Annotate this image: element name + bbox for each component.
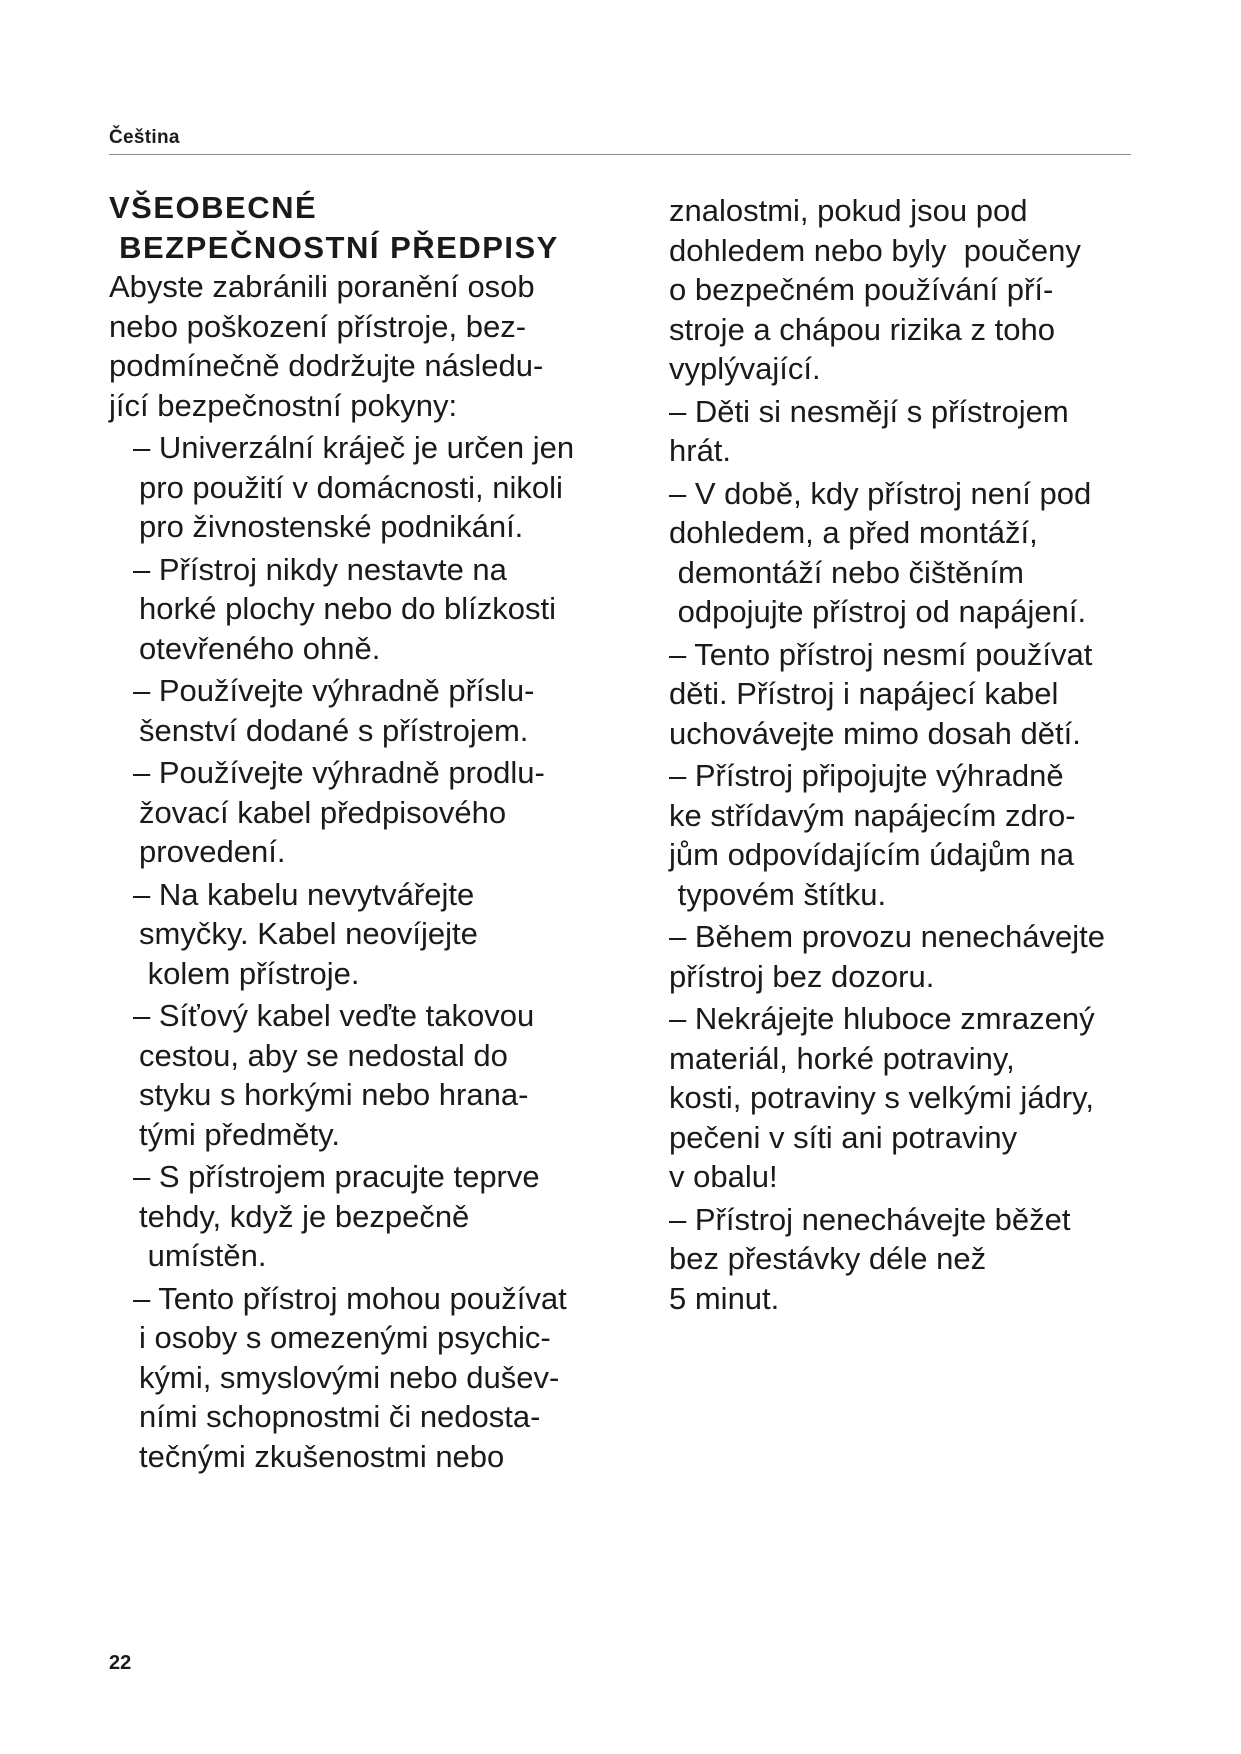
safety-list-line: styku s horkými nebo hrana- [139, 1077, 529, 1112]
safety-list-item [109, 753, 629, 872]
safety-list-line: – S přístrojem pracujte teprve [133, 1159, 540, 1194]
safety-list-line: – Univerzální kráječ je určen jen [133, 430, 575, 465]
safety-list-item [669, 1200, 1149, 1319]
safety-list-line: provedení. [139, 834, 286, 869]
header-divider [109, 154, 1131, 155]
safety-list-line: tehdy, když je bezpečně [139, 1198, 470, 1234]
safety-list-line: děti. Přístroj i napájecí kabel [669, 676, 1059, 711]
right-safety-list [669, 191, 1149, 1318]
page-number: 22 [109, 1652, 132, 1674]
safety-list-line: demontáží nebo čištěním [669, 554, 1024, 590]
safety-list-line: – Používejte výhradně příslu- [133, 673, 535, 708]
safety-list-line: pro živnostenské podnikání. [139, 509, 524, 544]
safety-list-line: pro použití v domácnosti, nikoli [139, 469, 563, 505]
safety-list-item [109, 1279, 629, 1477]
safety-list-line: dohledem nebo byly poučeny [669, 232, 1081, 268]
intro-line: nebo poškození přístroje, bez- [109, 308, 527, 344]
safety-list-line: tými předměty. [139, 1116, 340, 1152]
safety-list-line: – Přístroj nikdy nestavte na [133, 551, 507, 587]
safety-list-line: materiál, horké potraviny, [669, 1040, 1015, 1076]
section-title-line-1: VŠEOBECNÉ [109, 190, 318, 225]
safety-list-item [109, 671, 629, 750]
safety-list-item [109, 875, 629, 994]
safety-list-line: horké plochy nebo do blízkosti [139, 591, 557, 626]
safety-list-item [109, 1157, 629, 1276]
safety-list-item [669, 635, 1149, 754]
safety-list-line: – Síťový kabel veďte takovou [133, 998, 535, 1033]
safety-list-line: o bezpečném používání pří- [669, 272, 1054, 307]
safety-list-line: – Na kabelu nevytvářejte [133, 876, 475, 912]
safety-list-line: bez přestávky déle než [669, 1241, 987, 1276]
safety-list-line: tečnými zkušenostmi nebo [139, 1438, 505, 1474]
safety-list-line: cestou, aby se nedostal do [139, 1037, 508, 1073]
safety-list-line: – Tento přístroj nesmí používat [669, 636, 1093, 672]
safety-list-item [669, 999, 1149, 1197]
intro-line: podmínečně dodržujte následu- [109, 348, 544, 383]
safety-list-line: stroje a chápou rizika z toho [669, 311, 1055, 347]
safety-list-line: uchovávejte mimo dosah dětí. [669, 715, 1081, 751]
right-column [669, 188, 1149, 1318]
safety-list-line: – Tento přístroj mohou používat [133, 1280, 567, 1316]
intro-line: Abyste zabránili poranění osob [109, 269, 535, 304]
safety-list-line: – Děti si nesmějí s přístrojem [669, 393, 1069, 429]
safety-list-line: přístroj bez dozoru. [669, 958, 935, 994]
safety-list-item [669, 474, 1149, 632]
section-title-line-2: BEZPEČNOSTNÍ PŘEDPISY [109, 229, 559, 265]
safety-list-line: žovací kabel předpisového [139, 794, 507, 830]
safety-list-line: v obalu! [669, 1159, 778, 1194]
safety-list-line: umístěn. [139, 1238, 267, 1273]
safety-list-line: – Nekrájejte hluboce zmrazený [669, 1001, 1095, 1036]
safety-list-line: kými, smyslovými nebo dušev- [139, 1359, 560, 1395]
safety-list-item [109, 428, 629, 547]
safety-list-line: vyplývající. [669, 351, 821, 386]
safety-list-item [669, 392, 1149, 471]
safety-list-line: – Během provozu nenechávejte [669, 919, 1106, 954]
safety-list-line: – V době, kdy přístroj není pod [669, 475, 1092, 511]
safety-list-item [669, 191, 1149, 389]
header-language-label: Čeština [109, 127, 180, 148]
intro-line: jící bezpečnostní pokyny: [109, 387, 458, 423]
safety-list-line: jům odpovídajícím údajům na [669, 837, 1074, 872]
safety-list-line: ními schopnostmi či nedosta- [139, 1399, 541, 1434]
safety-list-item [669, 917, 1149, 996]
intro-paragraph [109, 267, 629, 425]
safety-list-line: dohledem, a před montáží, [669, 515, 1038, 550]
left-safety-list [109, 428, 629, 1476]
safety-list-item [109, 550, 629, 669]
safety-list-line: hrát. [669, 433, 732, 468]
safety-list-line: 5 minut. [669, 1280, 780, 1316]
safety-list-line: – Přístroj připojujte výhradně [669, 758, 1064, 793]
safety-list-line: – Používejte výhradně prodlu- [133, 755, 545, 790]
safety-list-line: kolem přístroje. [139, 955, 360, 991]
left-column [109, 188, 629, 1476]
safety-list-line: znalostmi, pokud jsou pod [669, 193, 1028, 228]
safety-list-line: otevřeného ohně. [139, 630, 381, 666]
safety-list-line: typovém štítku. [669, 876, 887, 912]
safety-list-item [669, 756, 1149, 914]
safety-list-line: smyčky. Kabel neovíjejte [139, 916, 478, 951]
safety-list-line: odpojujte přístroj od napájení. [669, 594, 1087, 629]
safety-list-line: i osoby s omezenými psychic- [139, 1320, 551, 1355]
safety-list-line: kosti, potraviny s velkými jádry, [669, 1080, 1094, 1115]
safety-list-line: šenství dodané s přístrojem. [139, 712, 529, 748]
safety-list-line: – Přístroj nenechávejte běžet [669, 1201, 1071, 1237]
safety-list-item [109, 996, 629, 1154]
safety-list-line: ke střídavým napájecím zdro- [669, 797, 1076, 833]
safety-list-line: pečeni v síti ani potraviny [669, 1119, 1018, 1155]
